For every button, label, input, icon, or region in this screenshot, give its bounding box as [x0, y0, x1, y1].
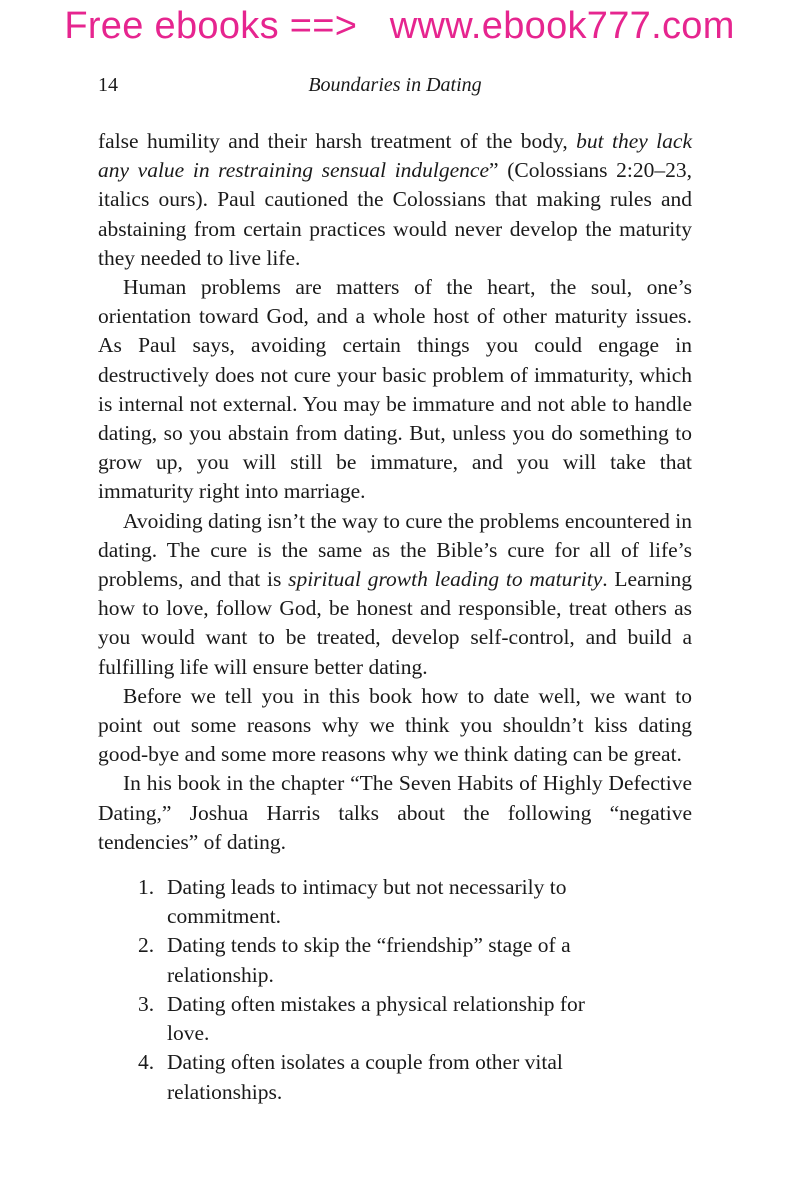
list-item-number: 3.: [138, 991, 155, 1016]
italic-text-run: spiritual growth leading to maturity: [288, 567, 603, 592]
page-body: [98, 127, 692, 1107]
watermark-banner: Free ebooks ==> www.ebook777.com: [64, 5, 735, 47]
list-item: [98, 873, 692, 931]
list-item: [98, 990, 692, 1048]
running-header: [98, 72, 692, 98]
book-title: Boundaries in Dating: [308, 74, 482, 96]
list-item-number: 4.: [138, 1050, 155, 1075]
list-item-number: 1.: [138, 875, 155, 900]
italic-text-run: but they lack any value in restraining sensual indulgence: [98, 129, 692, 183]
page-number: 14: [98, 74, 118, 96]
text-run: ” (Colossians 2:20–23, italics ours). Paul cautioned the Colossians that making rules and abstaining from certain practices would never develop the maturity they needed to live life.: [98, 158, 693, 270]
paragraph: [98, 273, 692, 507]
paragraph: [98, 127, 692, 273]
paragraph: [98, 769, 692, 857]
list-item-text: Dating tends to skip the “friendship” stage of a relationship.: [167, 933, 571, 987]
list-item-number: 2.: [138, 933, 155, 958]
list-item: [98, 1048, 692, 1106]
list-item-text: Dating leads to intimacy but not necessarily to commitment.: [167, 875, 567, 929]
list-item-text: Dating often isolates a couple from other vital relationships.: [167, 1050, 563, 1104]
text-run: Human problems are matters of the heart, the soul, one’s orientation toward God, and a whole host of other maturity issues. As Paul says, avoiding certain things you could engage in destructively does not cure your basic problem of immaturity, which is internal not external. You may be immature and not able to handle dating, so you abstain from dating. But, unless you do something to grow up, you will still be immature, and you will take that immaturity right into marriage.: [98, 275, 692, 504]
text-run: . Learning how to love, follow God, be honest and responsible, treat others as you would want to be treated, develop self-control, and build a fulfilling life will ensure better dating.: [98, 567, 692, 679]
paragraph: [98, 682, 692, 770]
text-run: false humility and their harsh treatment of the body,: [98, 129, 577, 153]
numbered-list: [98, 873, 692, 1107]
list-item: [98, 931, 692, 989]
text-run: Before we tell you in this book how to date well, we want to point out some reasons why we think you shouldn’t kiss dating good-bye and some more reasons why we think dating can be great.: [98, 683, 692, 767]
list-item-text: Dating often mistakes a physical relationship for love.: [167, 991, 585, 1046]
text-run: Avoiding dating isn’t the way to cure the problems encountered in dating. The cure is the same as the Bible’s cure for all of life’s problems, and that is: [98, 508, 692, 592]
paragraph: [98, 507, 692, 682]
text-run: In his book in the chapter “The Seven Habits of Highly Defective Dating,” Joshua Harris talks about the following “negative tendencies” of dating.: [98, 771, 692, 854]
